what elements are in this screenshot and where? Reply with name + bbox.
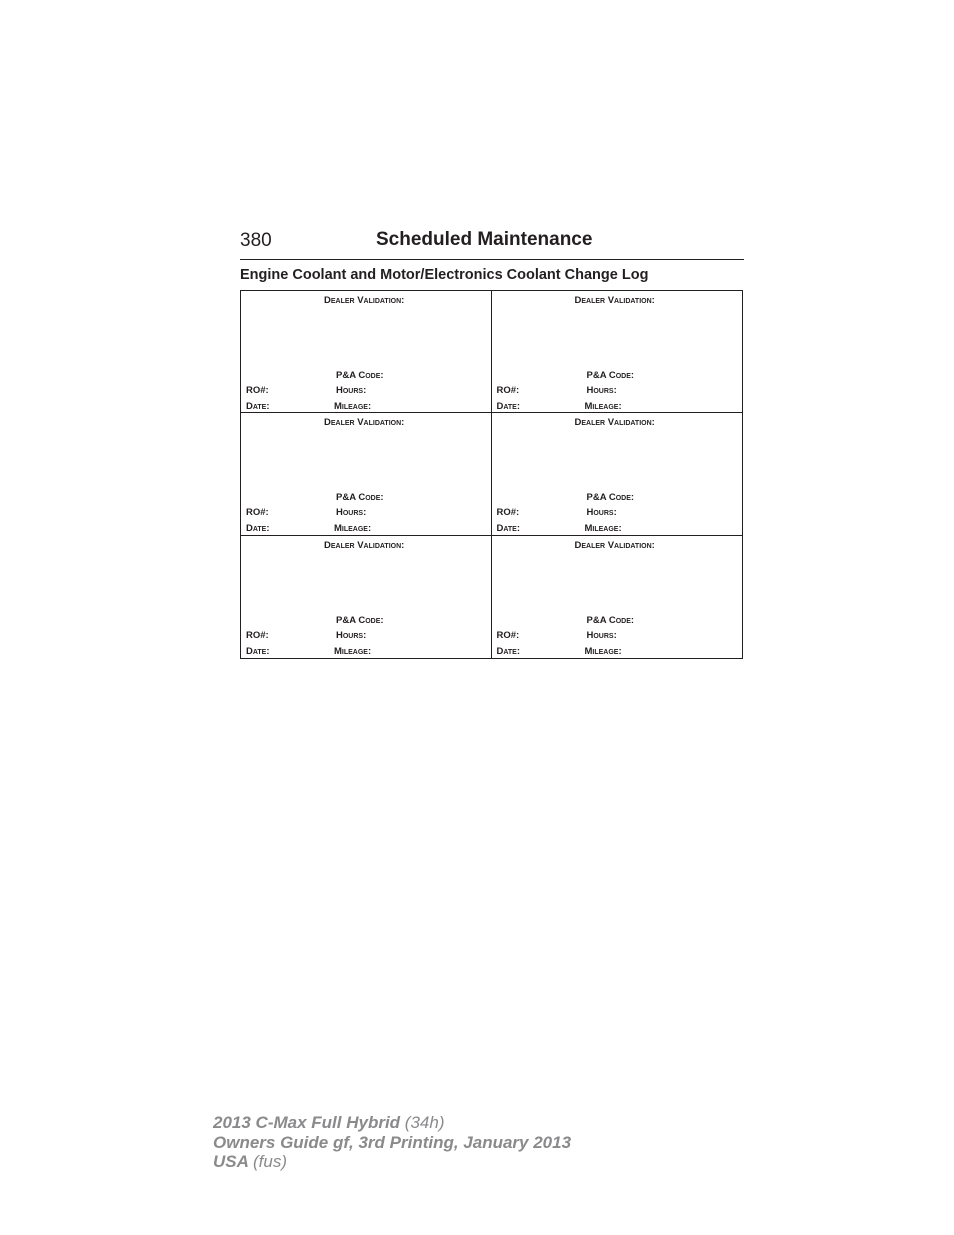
pa-code-label: P&A Code: xyxy=(336,370,384,381)
hours-label: Hours: xyxy=(586,507,617,519)
dealer-validation-label: Dealer Validation: xyxy=(574,539,655,551)
date-label: Date: xyxy=(246,401,270,412)
log-entry xyxy=(241,291,492,413)
log-entry xyxy=(492,291,743,413)
pa-code-label: P&A Code: xyxy=(586,370,635,381)
dealer-validation-label: Dealer Validation: xyxy=(324,539,405,551)
hours-label: Hours: xyxy=(586,629,617,641)
date-label: Date: xyxy=(496,645,521,657)
model-code: (34h) xyxy=(404,1113,445,1132)
pa-code-label: P&A Code: xyxy=(336,614,384,626)
log-entry xyxy=(492,536,743,658)
page-number: 380 xyxy=(240,230,272,251)
pa-code-label: P&A Code: xyxy=(586,614,635,626)
page-title: Scheduled Maintenance xyxy=(376,229,593,250)
dealer-validation-label: Dealer Validation: xyxy=(574,417,655,429)
coolant-change-log-table xyxy=(240,290,743,659)
vehicle-model: 2013 C-Max Full Hybrid xyxy=(213,1113,401,1132)
document-footer xyxy=(213,1113,571,1172)
ro-label: RO#: xyxy=(246,385,269,396)
hours-label: Hours: xyxy=(586,385,617,396)
mileage-label: Mileage: xyxy=(334,401,372,412)
footer-line-2: Owners Guide gf, 3rd Printing, January 2013 xyxy=(213,1132,572,1152)
ro-label: RO#: xyxy=(496,385,520,396)
mileage-label: Mileage: xyxy=(584,523,622,535)
mileage-label: Mileage: xyxy=(334,645,372,657)
hours-label: Hours: xyxy=(336,629,367,641)
pa-code-label: P&A Code: xyxy=(336,492,384,504)
dealer-validation-label: Dealer Validation: xyxy=(324,295,405,306)
date-label: Date: xyxy=(246,645,270,657)
mileage-label: Mileage: xyxy=(584,401,622,412)
mileage-label: Mileage: xyxy=(584,645,622,657)
footer-line-3 xyxy=(213,1152,571,1172)
dealer-validation-label: Dealer Validation: xyxy=(324,417,405,429)
log-entry xyxy=(241,413,492,535)
log-entry xyxy=(241,536,492,658)
hours-label: Hours: xyxy=(336,385,367,396)
mileage-label: Mileage: xyxy=(334,523,372,535)
ro-label: RO#: xyxy=(496,629,520,641)
market-code: (fus) xyxy=(253,1152,287,1171)
market: USA xyxy=(213,1152,249,1171)
log-heading: Engine Coolant and Motor/Electronics Coolant Change Log xyxy=(240,267,649,283)
date-label: Date: xyxy=(496,401,521,412)
dealer-validation-label: Dealer Validation: xyxy=(574,295,655,306)
ro-label: RO#: xyxy=(496,507,520,519)
ro-label: RO#: xyxy=(246,629,269,641)
date-label: Date: xyxy=(246,523,270,535)
hours-label: Hours: xyxy=(336,507,367,519)
date-label: Date: xyxy=(496,523,521,535)
ro-label: RO#: xyxy=(246,507,269,519)
page-header xyxy=(240,226,744,260)
pa-code-label: P&A Code: xyxy=(586,492,635,504)
footer-line-1 xyxy=(213,1113,571,1133)
log-entry xyxy=(492,413,743,535)
